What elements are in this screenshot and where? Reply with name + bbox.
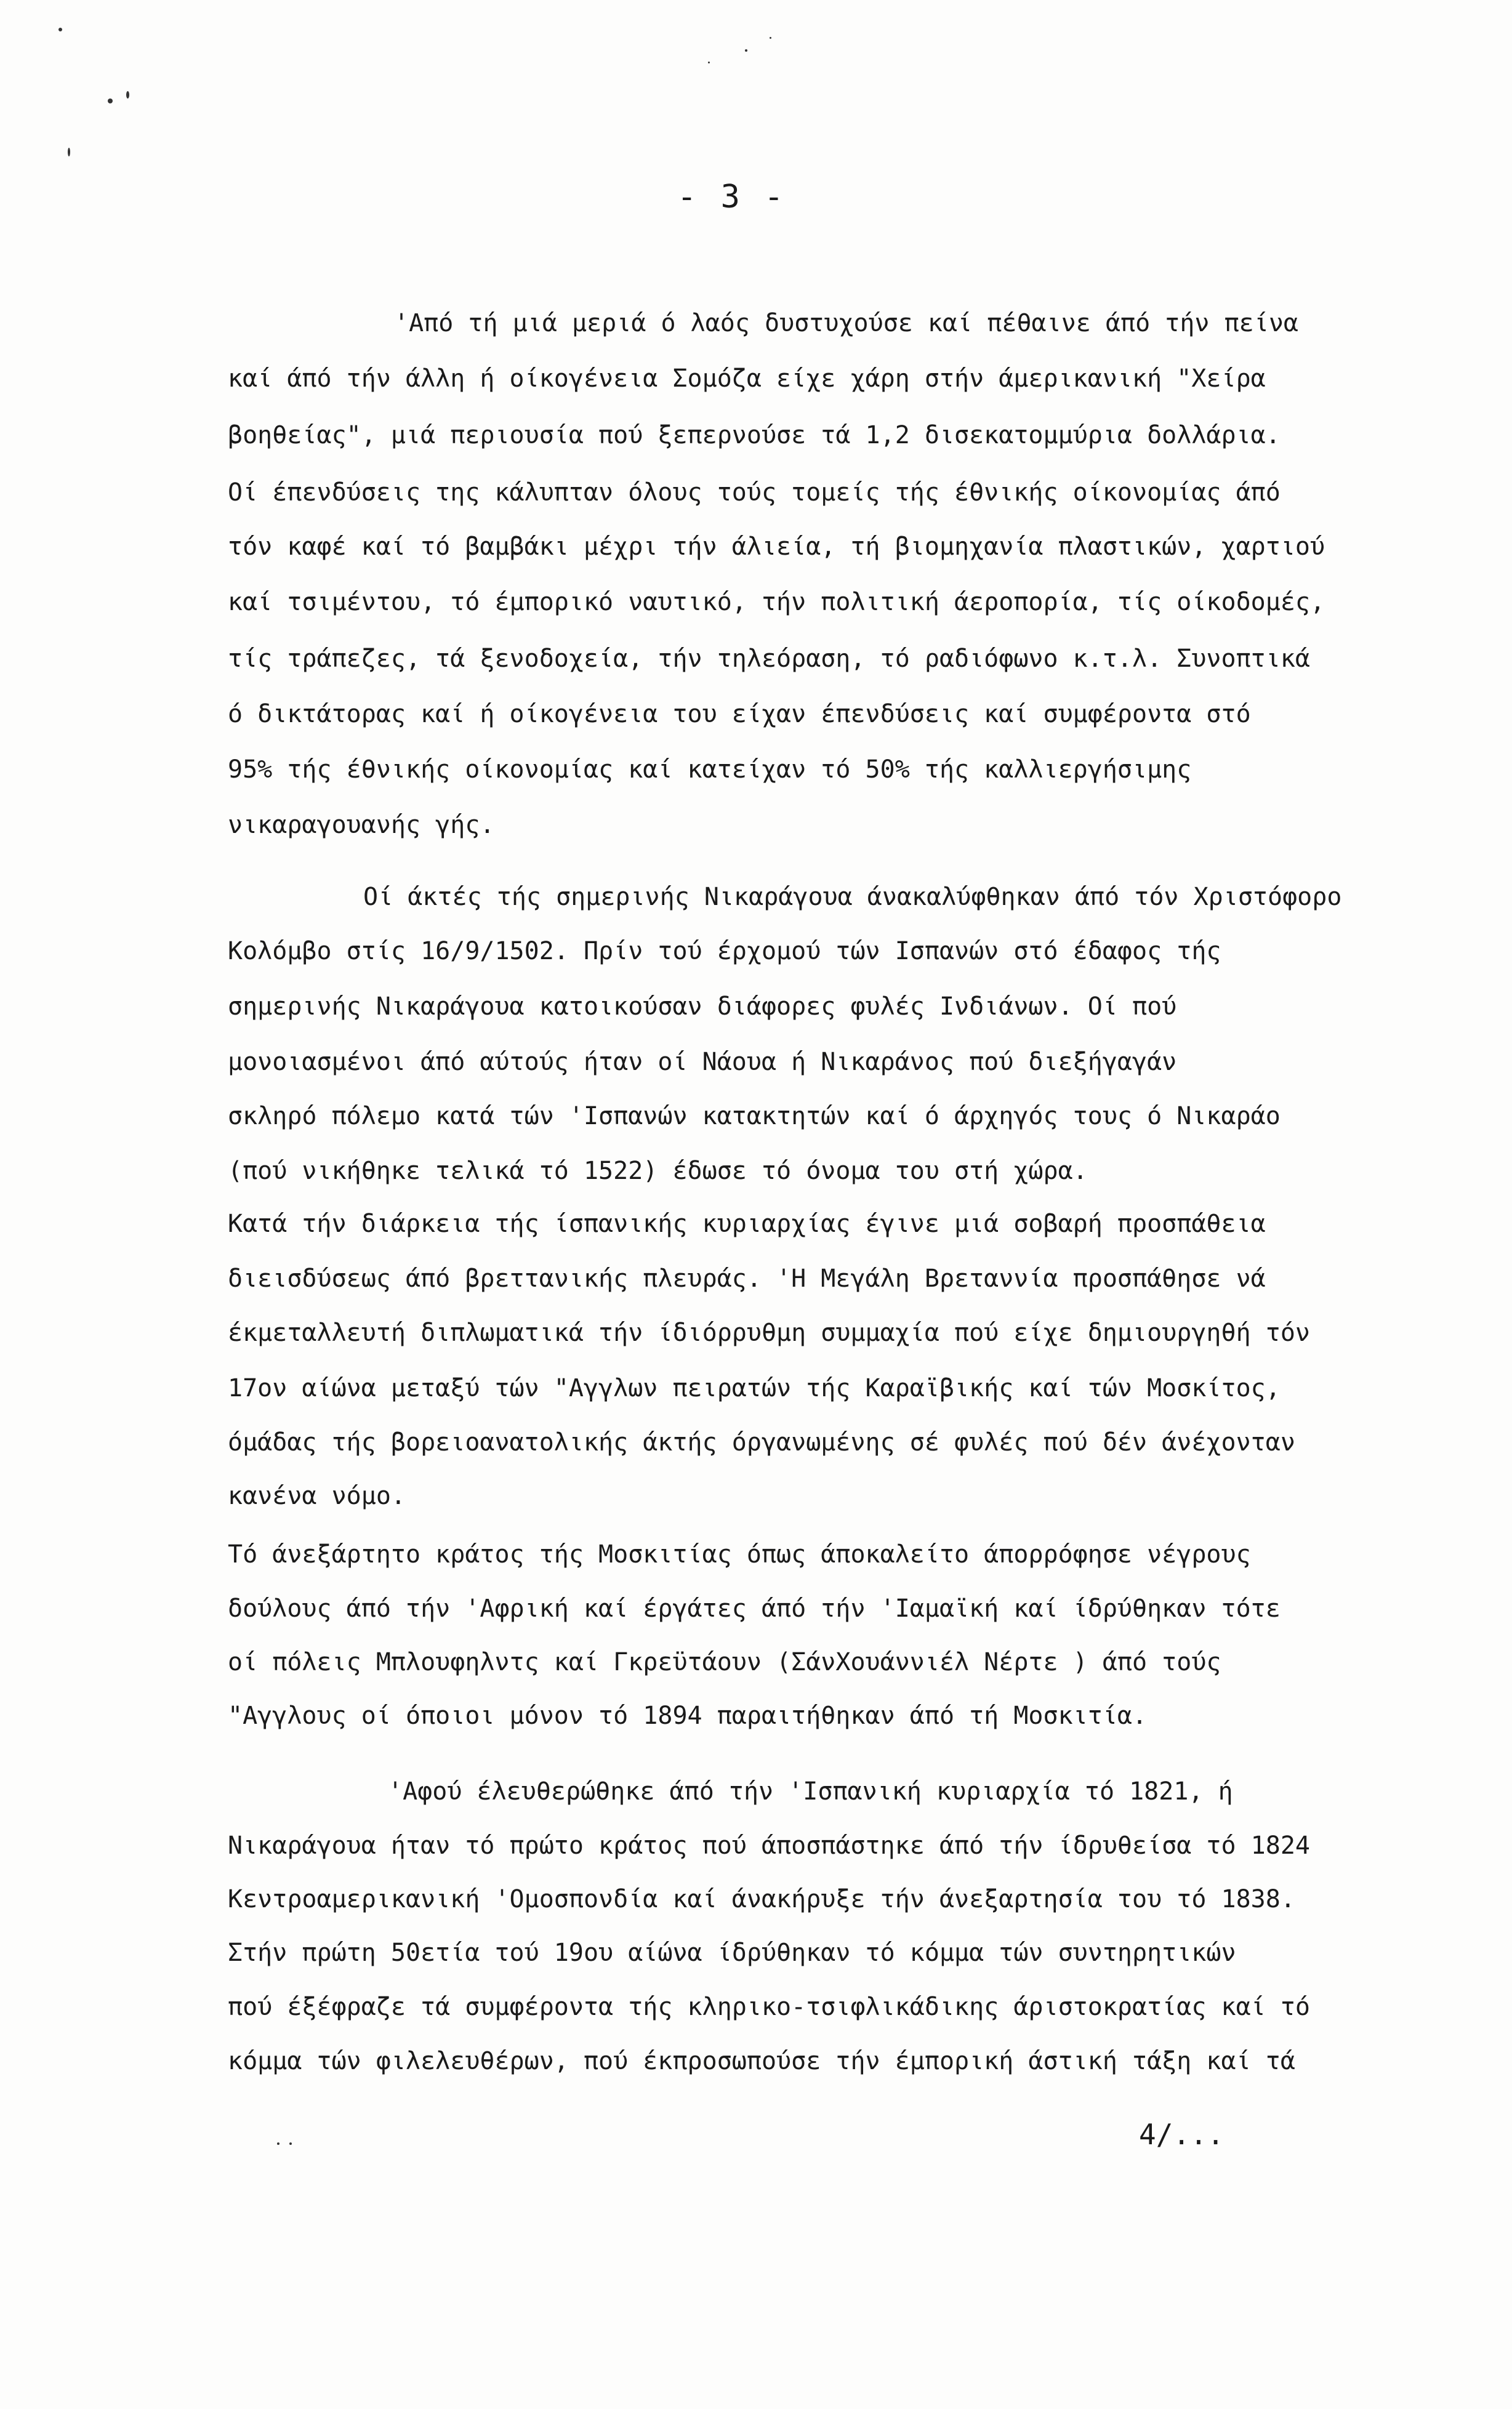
text-line: έκμεταλλευτή διπλωματικά τήν ίδιόρρυθμη συμμαχία πού είχε δημιουργηθή τόν — [228, 1319, 1310, 1347]
text-line: Οί έπενδύσεις της κάλυπταν όλους τούς τομείς τής έθνικής οίκονομίας άπό — [228, 478, 1281, 507]
text-line: 'Αφού έλευθερώθηκε άπό τήν 'Ισπανική κυριαρχία τό 1821, ή — [388, 1777, 1233, 1806]
scan-speck — [708, 62, 710, 63]
text-line: καί άπό τήν άλλη ή οίκογένεια Σομόζα είχε χάρη στήν άμερικανική "Χείρα — [228, 364, 1266, 393]
text-line: ό δικτάτορας καί ή οίκογένεια του είχαν έπενδύσεις καί συμφέροντα στό — [228, 700, 1251, 728]
text-line: "Αγγλους οί όποιοι μόνον τό 1894 παραιτήθηκαν άπό τή Μοσκιτία. — [228, 1702, 1148, 1730]
continued-marker: 4/... — [1139, 2118, 1224, 2151]
text-line: κόμμα τών φιλελευθέρων, πού έκπροσωπούσε τήν έμπορική άστική τάξη καί τά — [228, 2047, 1295, 2075]
scan-speck — [126, 91, 129, 99]
text-line: σκληρό πόλεμο κατά τών 'Ισπανών κατακτητών καί ό άρχηγός τους ό Νικαράο — [228, 1102, 1281, 1130]
text-line: (πού νικήθηκε τελικά τό 1522) έδωσε τό όνομα του στή χώρα. — [228, 1157, 1088, 1185]
text-line: 17ον αίώνα μεταξύ τών "Αγγλων πειρατών τής Καραϊβικής καί τών Μοσκίτος, — [228, 1374, 1281, 1402]
text-line: Νικαράγουα ήταν τό πρώτο κράτος πού άποσπάστηκε άπό τήν ίδρυθείσα τό 1824 — [228, 1832, 1310, 1860]
text-line: τόν καφέ καί τό βαμβάκι μέχρι τήν άλιεία, τή βιομηχανία πλαστικών, χαρτιού — [228, 533, 1325, 561]
text-line: δούλους άπό τήν 'Αφρική καί έργάτες άπό τήν 'Ιαμαϊκή καί ίδρύθηκαν τότε — [228, 1595, 1281, 1623]
text-line: καί τσιμέντου, τό έμπορικό ναυτικό, τήν πολιτική άεροπορία, τίς οίκοδομές, — [228, 588, 1325, 616]
text-line: Κολόμβο στίς 16/9/1502. Πρίν τού έρχομού τών Ισπανών στό έδαφος τής — [228, 937, 1221, 965]
scan-speck — [58, 28, 62, 31]
text-line: όμάδας τής βορειοανατολικής άκτής όργανωμένης σέ φυλές πού δέν άνέχονταν — [228, 1428, 1295, 1457]
text-line: τίς τράπεζες, τά ξενοδοχεία, τήν τηλεόραση, τό ραδιόφωνο κ.τ.λ. Συνοπτικά — [228, 645, 1310, 673]
page-number: - 3 - — [677, 179, 786, 215]
text-line: οί πόλεις Μπλουφηλντς καί Γκρεϋτάουν (ΣάνΧουάννιέλ Νέρτε ) άπό τούς — [228, 1648, 1221, 1676]
text-line: Τό άνεξάρτητο κράτος τής Μοσκιτίας όπως άποκαλείτο άπορρόφησε νέγρους — [228, 1540, 1251, 1569]
scan-speck — [745, 49, 747, 52]
text-line: Οί άκτές τής σημερινής Νικαράγουα άνακαλύφθηκαν άπό τόν Χριστόφορο — [363, 883, 1342, 911]
text-line: Κατά τήν διάρκεια τής ίσπανικής κυριαρχίας έγινε μιά σοβαρή προσπάθεια — [228, 1210, 1266, 1238]
scan-speck — [770, 37, 771, 39]
scan-speck — [289, 2142, 292, 2145]
scan-speck — [277, 2142, 279, 2145]
text-line: κανένα νόμο. — [228, 1482, 406, 1510]
text-line: νικαραγουανής γής. — [228, 811, 495, 839]
text-line: Κεντροαμερικανική 'Ομοσπονδία καί άνακήρυξε τήν άνεξαρτησία του τό 1838. — [228, 1885, 1295, 1913]
text-line: 95% τής έθνικής οίκονομίας καί κατείχαν τό 50% τής καλλιεργήσιμης — [228, 755, 1192, 784]
text-line: Στήν πρώτη 50ετία τού 19ου αίώνα ίδρύθηκαν τό κόμμα τών συντηρητικών — [228, 1939, 1236, 1967]
scan-speck — [68, 148, 70, 156]
text-line: σημερινής Νικαράγουα κατοικούσαν διάφορες φυλές Ινδιάνων. Οί πού — [228, 992, 1177, 1021]
text-line: βοηθείας", μιά περιουσία πού ξεπερνούσε τά 1,2 δισεκατομμύρια δολλάρια. — [228, 421, 1281, 449]
text-line: πού έξέφραζε τά συμφέροντα τής κληρικο-τσιφλικάδικης άριστοκρατίας καί τό — [228, 1993, 1310, 2021]
text-line: 'Από τή μιά μεριά ό λαός δυστυχούσε καί πέθαινε άπό τήν πείνα — [394, 309, 1299, 337]
text-line: μονοιασμένοι άπό αύτούς ήταν οί Νάουα ή Νικαράνος πού διεξήγαγάν — [228, 1048, 1177, 1076]
text-line: διεισδύσεως άπό βρεττανικής πλευράς. 'Η Μεγάλη Βρεταννία προσπάθησε νά — [228, 1265, 1266, 1293]
scan-speck — [108, 99, 113, 103]
